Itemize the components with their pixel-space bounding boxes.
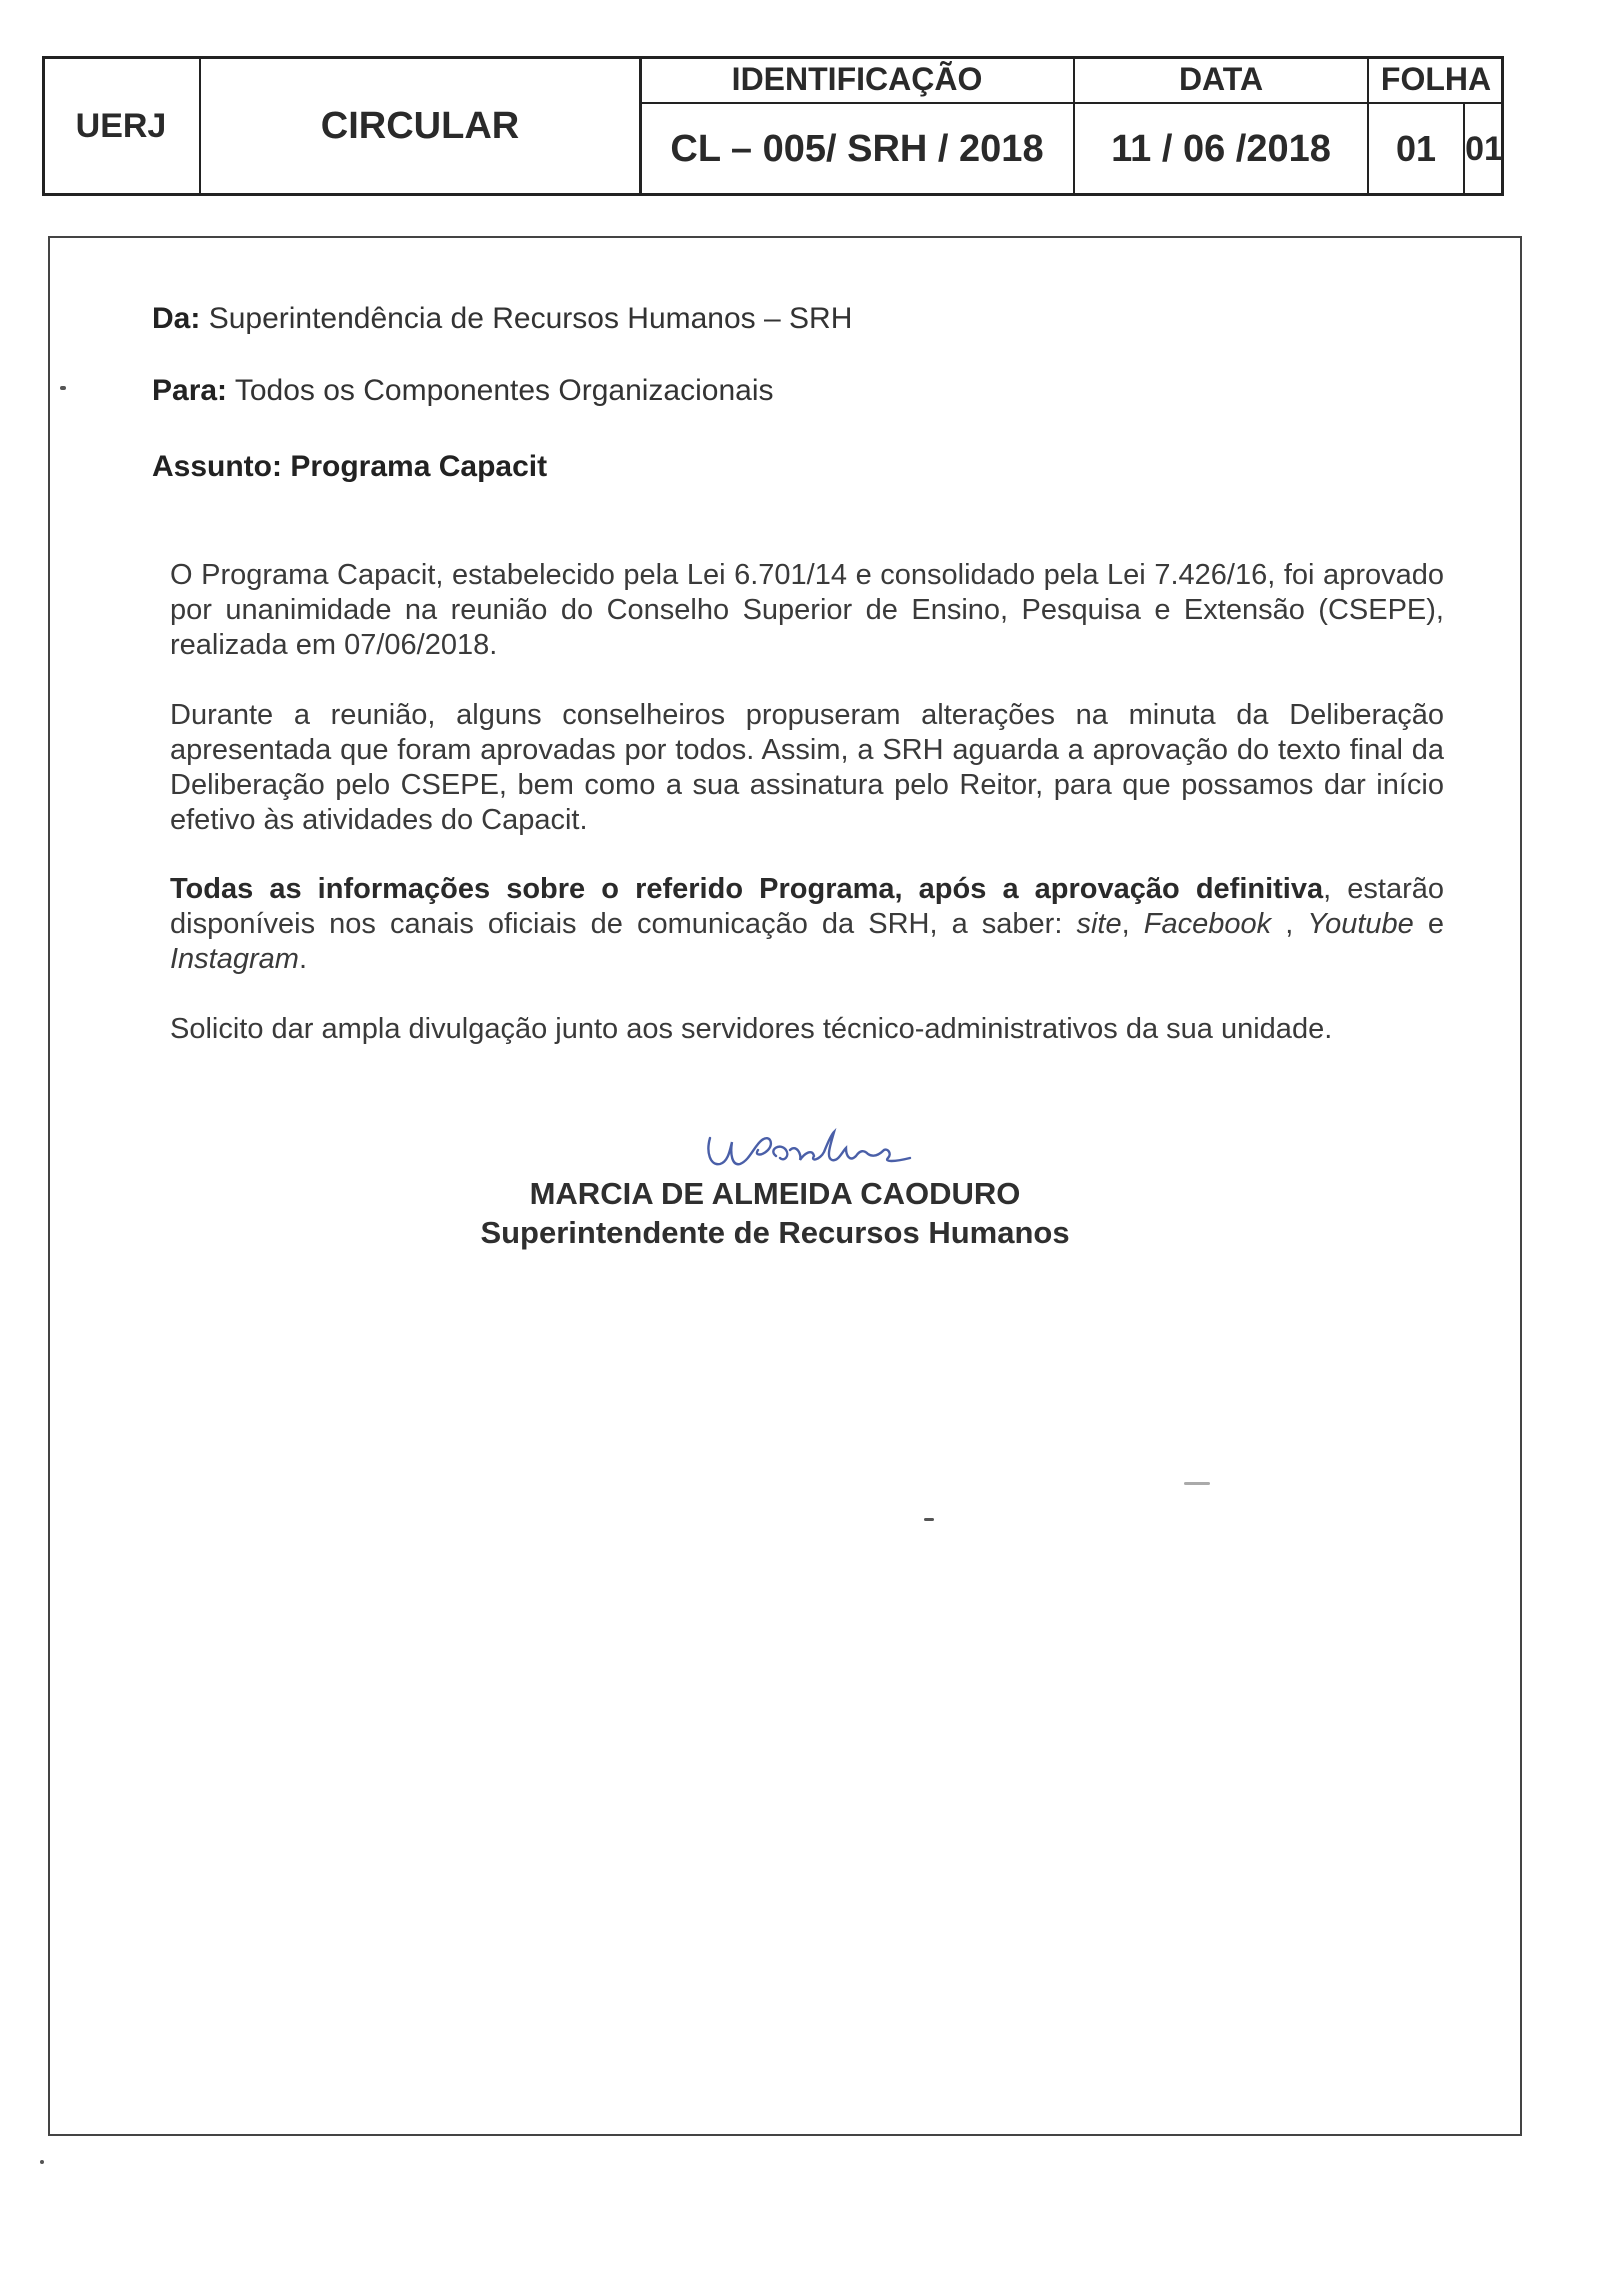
scan-speck [60,386,66,390]
signatory-name: MARCIA DE ALMEIDA CAODURO [529,1176,1021,1211]
paragraph-3-end: . [298,943,308,975]
paragraph-3-bold: Todas as informações sobre o referido Programa, após a aprovação definitiva [170,873,1324,905]
data-label: DATA [1178,60,1264,97]
paragraph-2: Durante a reunião, alguns conselheiros propuseram alterações na minuta da Deliberação apresentada que foram aprovadas por todos. Assim, a SRH aguarda a aprovação do texto final da Deliberação pelo CSEPE, bem como a sua assinatura pelo Reitor, para que possamos dar início efetivo às atividades do Capacit. [170,699,1444,836]
channel-youtube: Youtube [1307,908,1414,940]
scan-speck [924,1518,934,1521]
subject-value: Programa Capacit [290,450,548,483]
subject-line [152,450,547,484]
subject-label: Assunto: [152,450,282,483]
paragraph-3-sep2: , [1271,908,1308,940]
paragraph-3-rest: , estarão disponíveis nos canais oficiais de comunicação da SRH, a saber: [170,873,1444,940]
identificacao-label: IDENTIFICAÇÃO [731,60,983,97]
to-label: Para: [152,374,228,407]
channel-facebook: Facebook [1143,908,1272,940]
signatory-title: Superintendente de Recursos Humanos [480,1215,1070,1250]
from-label: Da: [152,302,201,335]
header-table [42,56,1504,196]
to-value: Todos os Componentes Organizacionais [234,374,774,407]
paragraph-1: O Programa Capacit, estabelecido pela Lei 6.701/14 e consolidado pela Lei 7.426/16, foi aprovado por unanimidade na reunião do Conselho Superior de Ensino, Pesquisa e Extensão (CSEPE), realizada em 07/06/2018. [170,559,1444,661]
handwritten-signature [696,1120,936,1180]
data-value: 11 / 06 /2018 [1111,127,1331,170]
identificacao-value: CL – 005/ SRH / 2018 [670,127,1044,170]
paragraph-3-sep1: , [1121,908,1144,940]
folha-current: 01 [1395,128,1437,169]
document-type: CIRCULAR [320,104,520,147]
to-line [152,374,773,408]
scan-speck [40,2160,44,2164]
folha-label: FOLHA [1380,60,1492,97]
folha-total: 01 [1465,129,1503,168]
channel-instagram: Instagram [170,943,299,975]
from-value: Superintendência de Recursos Humanos – SRH [208,302,853,335]
channel-site: site [1076,908,1122,940]
paragraph-4: Solicito dar ampla divulgação junto aos servidores técnico-administrativos da sua unidade. [170,1013,1333,1045]
paragraph-3-and: e [1413,908,1445,940]
scan-speck [1184,1482,1210,1485]
org-name: UERJ [75,106,167,145]
paragraph-3 [170,872,1444,977]
from-line [152,302,852,336]
